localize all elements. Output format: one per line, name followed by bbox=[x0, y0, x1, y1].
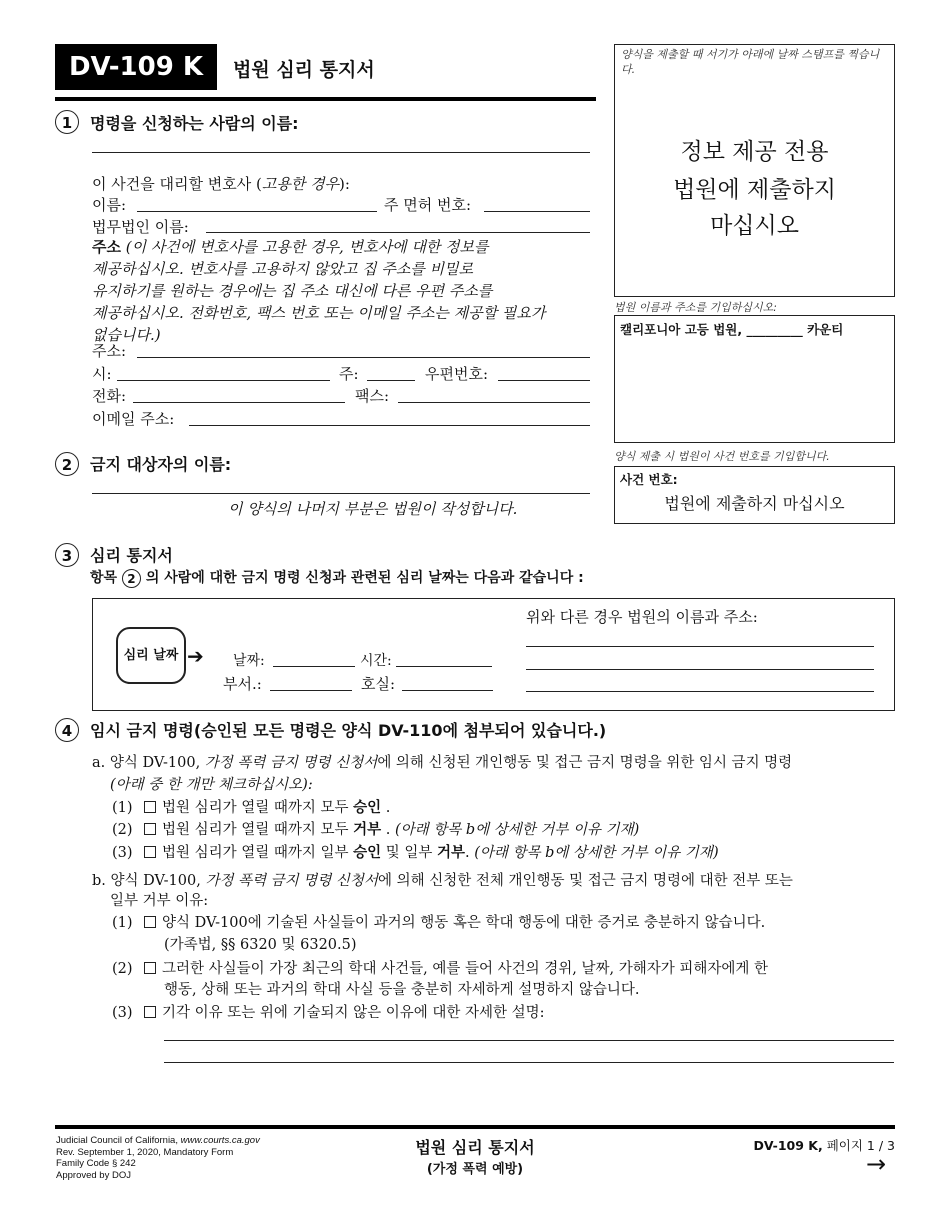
state-field[interactable] bbox=[367, 380, 415, 381]
city-label: 시: bbox=[92, 365, 112, 383]
clerk-stamp-box bbox=[614, 44, 895, 297]
item-a2-note: (아래 항목 b에 상세한 거부 이유 기재) bbox=[394, 822, 640, 838]
item-b1 bbox=[112, 911, 765, 932]
item-b2-number: (2) bbox=[112, 961, 133, 977]
restrained-name-field[interactable] bbox=[92, 493, 590, 494]
court-name-box[interactable] bbox=[614, 315, 895, 443]
explanation-line-1[interactable] bbox=[164, 1040, 894, 1041]
item-a-form-name: 가정 폭력 금지 명령 신청서 bbox=[204, 755, 378, 771]
item-b1-text: 양식 DV-100에 기술된 사실들이 과거의 행동 혹은 학대 행동에 대한 증거로 충분하지 않습니다. bbox=[162, 915, 766, 931]
court-address-line-2[interactable] bbox=[526, 669, 874, 670]
firm-label: 법무법인 이름: bbox=[92, 218, 189, 236]
bar-label: 주 면허 번호: bbox=[384, 196, 472, 214]
zip-label: 우편번호: bbox=[425, 365, 489, 383]
fax-label: 팩스: bbox=[355, 387, 390, 405]
bar-number-field[interactable] bbox=[484, 211, 590, 212]
address-note-line-3: 유지하기를 원하는 경우에는 집 주소 대신에 다른 우편 주소를 bbox=[92, 282, 493, 300]
next-page-arrow-icon[interactable]: → bbox=[866, 1150, 887, 1178]
item-b bbox=[92, 869, 793, 890]
item-a-note: (아래 중 한 개만 체크하십시오): bbox=[110, 777, 313, 793]
item-a2-number: (2) bbox=[112, 822, 133, 838]
stamp-line-1: 정보 제공 전용 bbox=[680, 139, 829, 165]
hearing-date-badge bbox=[116, 627, 186, 684]
court-address-label: 위와 다른 경우 법원의 이름과 주소: bbox=[526, 608, 758, 626]
dept-field[interactable] bbox=[270, 690, 352, 691]
item-a1-end: . bbox=[381, 800, 391, 816]
name-label: 이름: bbox=[92, 196, 127, 214]
room-field[interactable] bbox=[402, 690, 493, 691]
footer-website[interactable]: www.courts.ca.gov bbox=[180, 1135, 260, 1146]
footer-left-line-3: Family Code § 242 bbox=[56, 1158, 136, 1169]
footer-left-line-1 bbox=[56, 1135, 260, 1147]
item-b3 bbox=[112, 1001, 545, 1022]
item-a2 bbox=[112, 818, 639, 839]
item-b3-checkbox[interactable] bbox=[144, 1006, 156, 1018]
footer-left-line-4: Approved by DOJ bbox=[56, 1169, 131, 1181]
footer-form-id: DV-109 K, bbox=[753, 1138, 823, 1153]
item-a1-bold: 승인 bbox=[353, 800, 382, 816]
hearing-date-label: 심리 날짜 bbox=[123, 648, 179, 663]
address-note bbox=[92, 236, 602, 346]
section-2-title: 금지 대상자의 이름: bbox=[90, 455, 232, 474]
form-id: DV-109 K bbox=[68, 52, 204, 82]
case-number-box[interactable] bbox=[614, 466, 895, 524]
attorney-intro-italic: 고용한 경우 bbox=[261, 175, 340, 193]
attorney-intro-end: ): bbox=[339, 175, 350, 193]
court-instruction: 법원 이름과 주소를 기입하십시오: bbox=[614, 301, 777, 314]
hearing-date-field[interactable] bbox=[273, 666, 355, 667]
item-b-prefix: b. 양식 DV-100, bbox=[92, 873, 206, 889]
case-instruction: 양식 제출 시 법원이 사건 번호를 기입합니다. bbox=[614, 450, 830, 463]
court-address-line-3[interactable] bbox=[526, 691, 874, 692]
firm-name-field[interactable] bbox=[206, 232, 590, 233]
case-number-value: 법원에 제출하지 마십시오 bbox=[664, 494, 845, 513]
item-a3-end: . bbox=[465, 845, 475, 861]
stamp-line-3: 마십시오 bbox=[710, 213, 799, 239]
item-b1-line-2: (가족법, §§ 6320 및 6320.5) bbox=[164, 937, 357, 953]
item-a3-bold-2: 거부 bbox=[437, 845, 466, 861]
arrow-icon: ➔ bbox=[187, 644, 204, 668]
item-b-line-2: 일부 거부 이유: bbox=[110, 893, 209, 909]
stamp-line-2: 법원에 제출하지 bbox=[673, 177, 836, 203]
date-label: 날짜: bbox=[233, 653, 265, 669]
section-1-title: 명령을 신청하는 사람의 이름: bbox=[90, 114, 299, 133]
item-a3-checkbox[interactable] bbox=[144, 846, 156, 858]
address-field[interactable] bbox=[137, 357, 590, 358]
address-note-line-5: 없습니다.) bbox=[92, 326, 161, 344]
item-b3-text: 기각 이유 또는 위에 기술되지 않은 이유에 대한 자세한 설명: bbox=[162, 1005, 545, 1021]
address-note-1: (이 사건에 변호사를 고용한 경우, 변호사에 대한 정보를 bbox=[120, 238, 489, 256]
section-3-number: 3 bbox=[55, 543, 79, 567]
explanation-line-2[interactable] bbox=[164, 1062, 894, 1063]
email-label: 이메일 주소: bbox=[92, 410, 175, 428]
item-a1-number: (1) bbox=[112, 800, 133, 816]
footer-left-line-2: Rev. September 1, 2020, Mandatory Form bbox=[56, 1146, 234, 1158]
item-b2 bbox=[112, 957, 768, 978]
attorney-name-field[interactable] bbox=[137, 211, 377, 212]
item-b2-checkbox[interactable] bbox=[144, 962, 156, 974]
addr-label: 주소: bbox=[92, 342, 127, 360]
item-a1-checkbox[interactable] bbox=[144, 801, 156, 813]
zip-field[interactable] bbox=[498, 380, 590, 381]
item-a3-note: (아래 항목 b에 상세한 거부 이유 기재) bbox=[474, 845, 719, 861]
header-rule bbox=[55, 97, 596, 101]
section-3-subtitle bbox=[90, 567, 584, 588]
time-label: 시간: bbox=[360, 653, 392, 669]
address-note-line-4: 제공하십시오. 전화번호, 팩스 번호 또는 이메일 주소는 제공할 필요가 bbox=[92, 304, 546, 322]
section-4-number: 4 bbox=[55, 718, 79, 742]
form-id-badge bbox=[55, 44, 217, 90]
court-label: 캘리포니아 고등 법원, _________ 카운티 bbox=[620, 322, 844, 337]
stamp-instruction: 양식을 제출할 때 서기가 아래에 날짜 스탬프를 찍습니다. bbox=[621, 48, 880, 76]
item-b-text: 에 의해 신청한 전체 개인행동 및 접근 금지 명령에 대한 전부 또는 bbox=[377, 873, 793, 889]
attorney-intro-text: 이 사건을 대리할 변호사 ( bbox=[92, 175, 262, 193]
subtitle-text: 의 사람에 대한 금지 명령 신청과 관련된 심리 날짜는 다음과 같습니다 : bbox=[145, 570, 584, 586]
item-a bbox=[92, 751, 792, 772]
item-b3-number: (3) bbox=[112, 1005, 133, 1021]
address-bold: 주소 bbox=[92, 238, 121, 256]
item-b1-checkbox[interactable] bbox=[144, 916, 156, 928]
fax-field[interactable] bbox=[398, 402, 590, 403]
state-label: 주: bbox=[339, 365, 359, 383]
item-a3-bold-1: 승인 bbox=[353, 845, 382, 861]
case-number-label: 사건 번호: bbox=[620, 472, 678, 487]
footer-rule bbox=[55, 1125, 895, 1129]
item-b1-number: (1) bbox=[112, 915, 133, 931]
item-b-form-name: 가정 폭력 금지 명령 신청서 bbox=[205, 873, 378, 889]
footer-council: Judicial Council of California, bbox=[56, 1135, 181, 1146]
subtitle-ref-number: 2 bbox=[122, 569, 141, 588]
footer-left bbox=[56, 1135, 260, 1181]
section-1-number: 1 bbox=[55, 110, 79, 134]
item-b2-line-2: 행동, 상해 또는 과거의 학대 사실 등을 충분히 자세하게 설명하지 않습니다. bbox=[164, 982, 640, 998]
item-a2-bold: 거부 bbox=[353, 822, 382, 838]
item-b2-text: 그러한 사실들이 가장 최근의 학대 사건들, 예를 들어 사건의 경위, 날짜, 가해자가 피해자에게 한 bbox=[162, 961, 769, 977]
address-note-line-1 bbox=[92, 236, 602, 258]
section-2-number: 2 bbox=[55, 452, 79, 476]
court-address-line-1[interactable] bbox=[526, 646, 874, 647]
form-title: 법원 심리 통지서 bbox=[233, 59, 375, 81]
item-a-prefix: a. 양식 DV-100, bbox=[92, 755, 205, 771]
hearing-box bbox=[92, 598, 895, 711]
hearing-time-field[interactable] bbox=[396, 666, 492, 667]
dept-label: 부서.: bbox=[223, 675, 262, 693]
attorney-intro bbox=[92, 173, 350, 194]
item-a2-checkbox[interactable] bbox=[144, 823, 156, 835]
item-a2-text: 법원 심리가 열릴 때까지 모두 bbox=[162, 822, 354, 838]
item-a-text: 에 의해 신청된 개인행동 및 접근 금지 명령을 위한 임시 금지 명령 bbox=[377, 755, 793, 771]
city-field[interactable] bbox=[117, 380, 330, 381]
item-a1-text: 법원 심리가 열릴 때까지 모두 bbox=[162, 800, 354, 816]
item-a3-mid: 및 일부 bbox=[381, 845, 438, 861]
phone-label: 전화: bbox=[92, 387, 127, 405]
item-a1 bbox=[112, 796, 390, 817]
room-label: 호실: bbox=[361, 675, 396, 693]
phone-field[interactable] bbox=[133, 402, 345, 403]
subtitle-prefix: 항목 bbox=[90, 570, 118, 586]
footer-page-info bbox=[650, 1136, 895, 1154]
footer-subtitle: (가정 폭력 예방) bbox=[426, 1162, 524, 1177]
item-a2-end: . bbox=[381, 822, 395, 838]
section-4-title: 임시 금지 명령(승인된 모든 명령은 양식 DV-110에 첨부되어 있습니다.) bbox=[90, 721, 607, 740]
footer-title: 법원 심리 통지서 bbox=[415, 1138, 535, 1157]
address-note-line-2: 제공하십시오. 변호사를 고용하지 않았고 집 주소를 비밀로 bbox=[92, 260, 474, 278]
court-completes-note: 이 양식의 나머지 부분은 법원이 작성합니다. bbox=[228, 500, 518, 518]
item-a3-text: 법원 심리가 열릴 때까지 일부 bbox=[162, 845, 354, 861]
item-a3 bbox=[112, 841, 719, 862]
petitioner-name-field[interactable] bbox=[92, 152, 590, 153]
footer-page-number: 페이지 1 / 3 bbox=[822, 1138, 895, 1153]
email-field[interactable] bbox=[189, 425, 590, 426]
item-a3-number: (3) bbox=[112, 845, 133, 861]
section-3-title: 심리 통지서 bbox=[90, 546, 173, 565]
